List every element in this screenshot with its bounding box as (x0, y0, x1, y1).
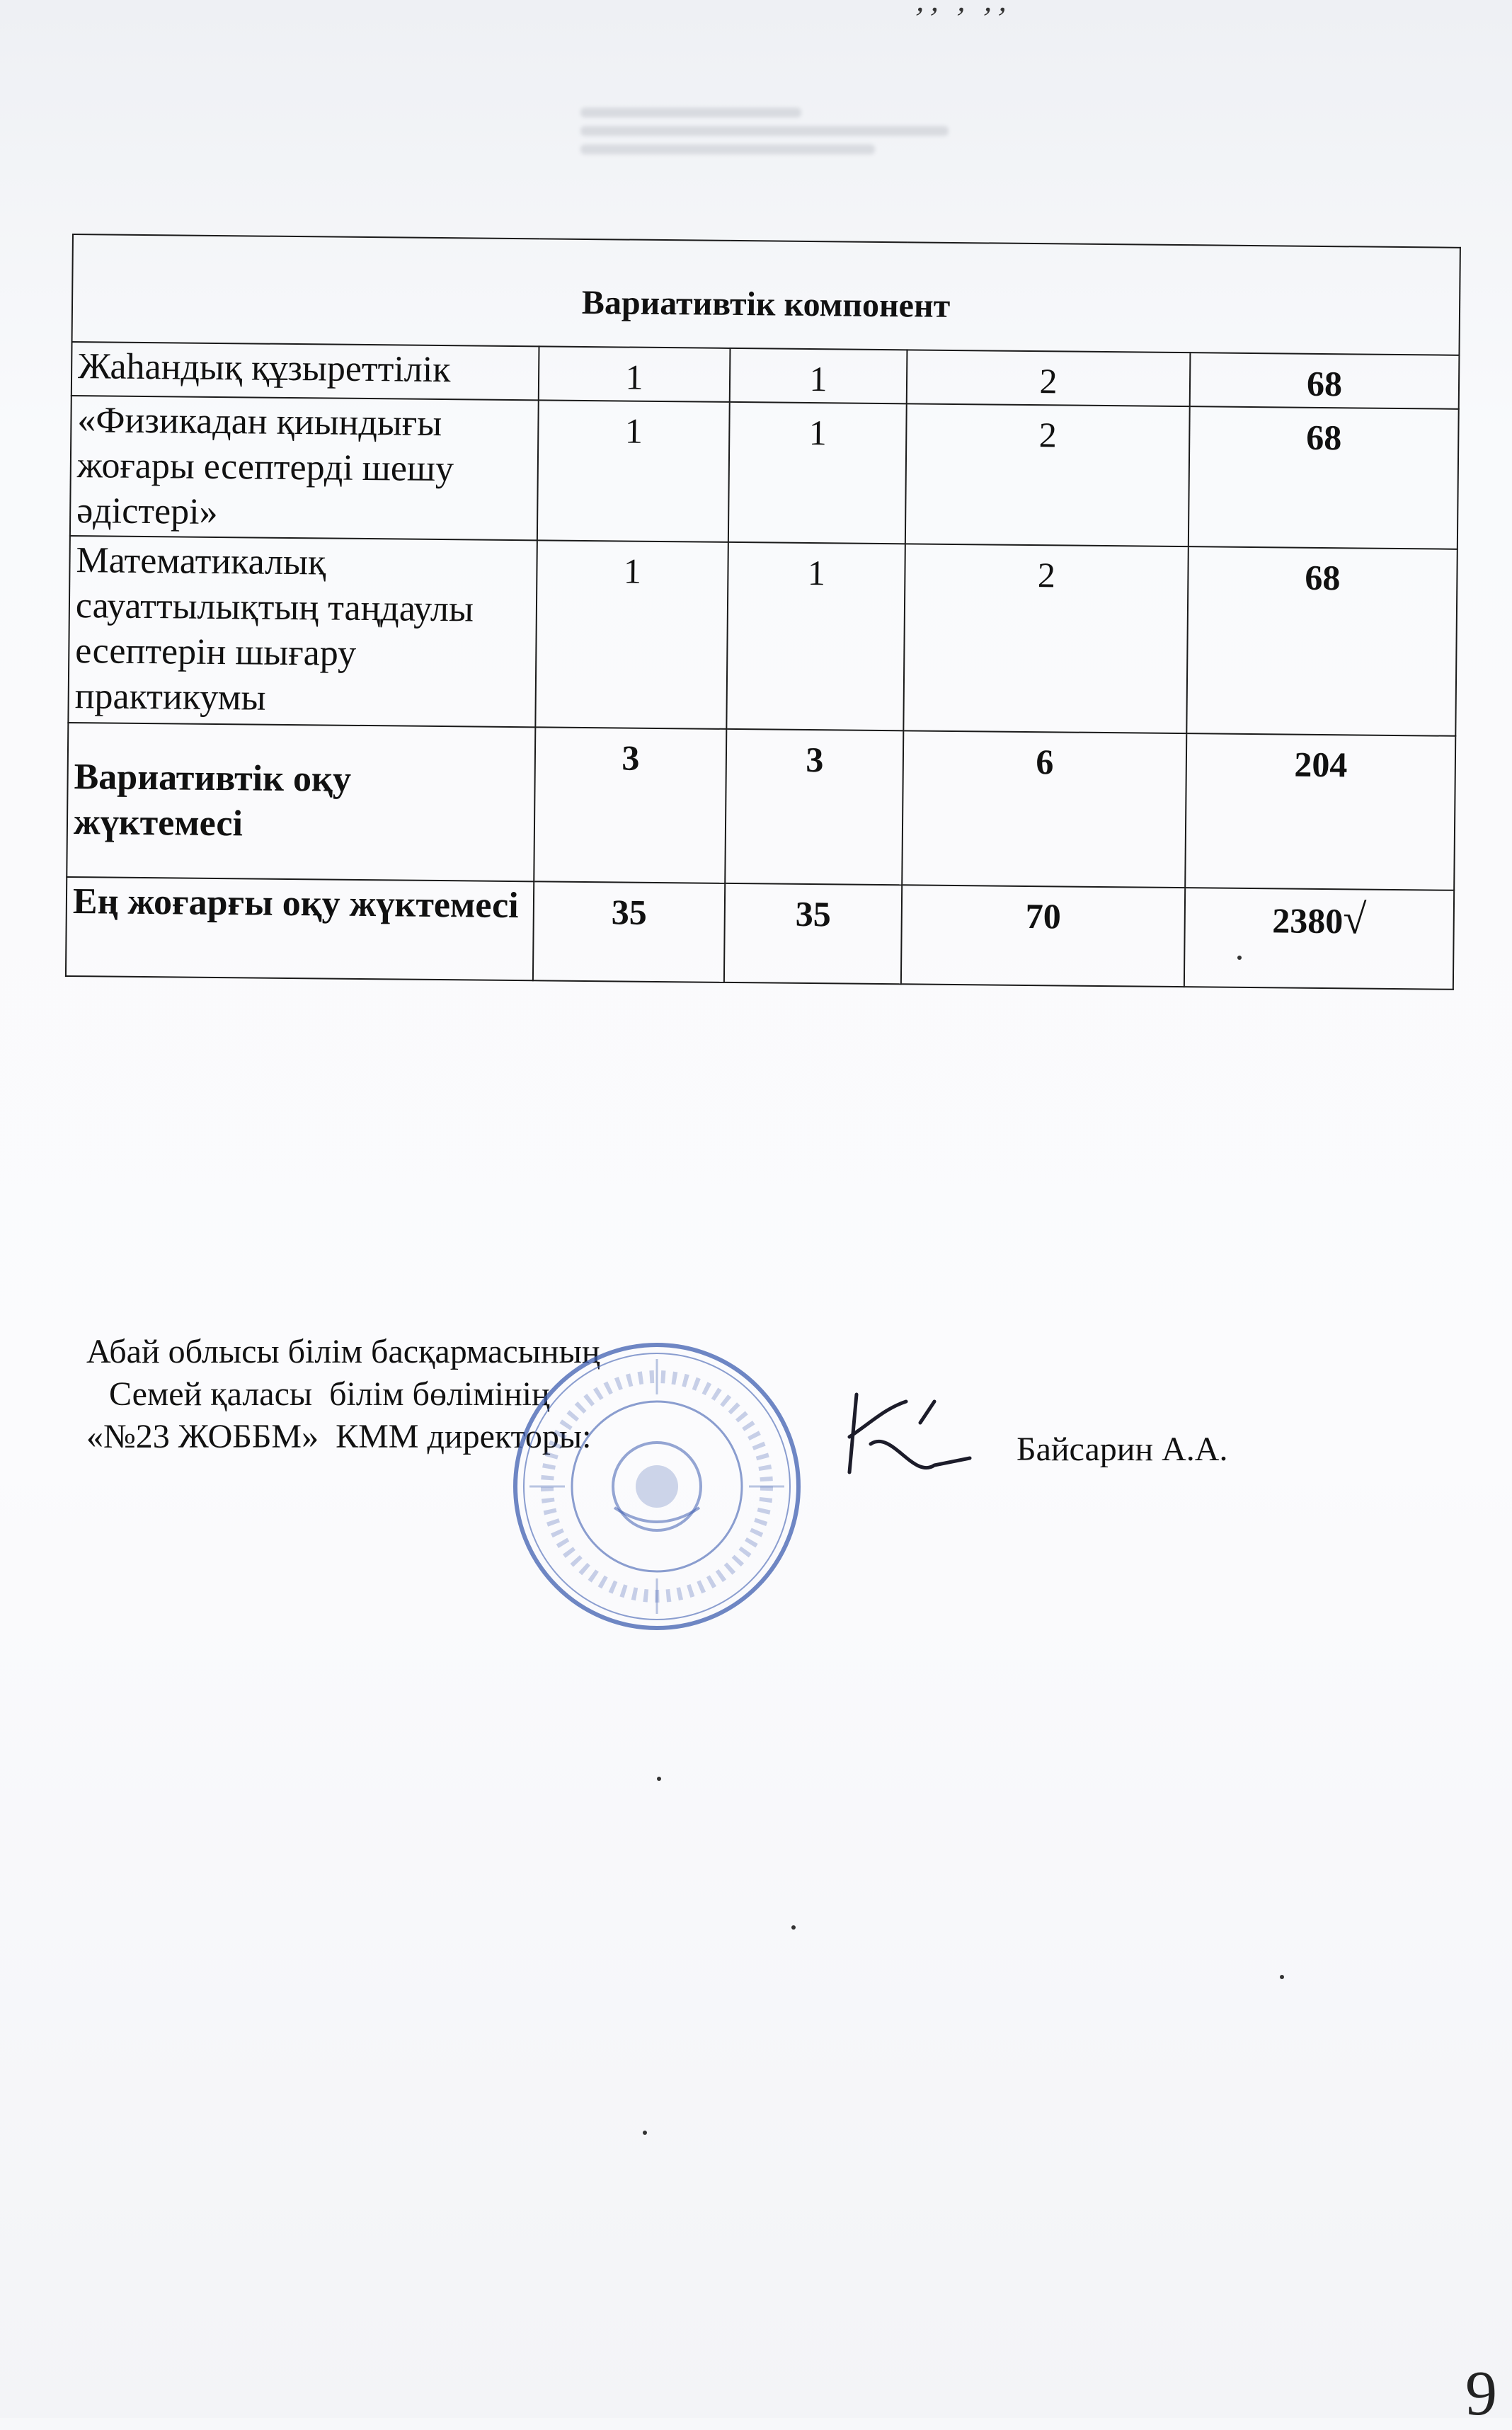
section-title: Вариативтік компонент (72, 234, 1460, 355)
official-seal-icon (508, 1338, 806, 1635)
subject-cell: Вариативтік оқу жүктемесі (67, 723, 535, 881)
total-cell: 204 (1185, 733, 1455, 890)
subject-cell: Математикалық сауаттылықтың таңдаулы есептерін шығару практикумы (68, 536, 537, 727)
hours-cell: 3 (534, 727, 726, 883)
organization-line-1: Абай облысы білім басқармасының (86, 1333, 600, 1370)
hours-cell: 1 (726, 542, 905, 730)
total-cell (1184, 888, 1454, 990)
page-number: 9 (1465, 2359, 1497, 2429)
hours-cell: 35 (533, 881, 725, 982)
variative-component-table (65, 234, 1461, 990)
hours-cell: 3 (725, 729, 903, 885)
hours-cell: 2 (907, 350, 1191, 406)
hours-cell: 1 (539, 346, 731, 402)
subject-cell: Ең жоғарғы оқу жүктемесі (66, 877, 534, 980)
top-handwritten-marks: ʼʼ ʼ ʼʼ (910, 1, 1014, 35)
total-cell: 68 (1189, 406, 1459, 549)
hours-cell: 2 (903, 544, 1189, 733)
table-row (70, 396, 1459, 549)
handwritten-signature (828, 1380, 977, 1494)
table-row (67, 723, 1455, 890)
table-row (68, 536, 1457, 736)
total-cell: 68 (1190, 353, 1460, 409)
check-mark-icon: √ (1343, 895, 1367, 943)
subject-cell: Жаһандық құзыреттілік (71, 342, 539, 400)
organization-line-2: Семей қаласы білім бөлімінің (109, 1375, 550, 1413)
director-title: «№23 ЖОББМ» КММ директоры: (86, 1418, 592, 1455)
hours-cell: 1 (535, 540, 728, 729)
hours-cell: 70 (901, 885, 1185, 987)
hours-cell: 35 (724, 883, 902, 984)
director-name: Байсарин А.А. (1016, 1431, 1228, 1468)
table-row (66, 877, 1454, 990)
hours-cell: 1 (730, 348, 907, 403)
subject-cell: «Физикадан қиындығы жоғары есептерді шешу әдістері» (70, 396, 539, 540)
hours-cell: 2 (905, 403, 1190, 546)
total-value: 2380 (1272, 900, 1344, 941)
hours-cell: 1 (537, 400, 730, 542)
section-header-row (72, 234, 1460, 355)
hours-cell: 1 (728, 402, 907, 544)
hours-cell: 6 (902, 730, 1186, 888)
total-cell: 68 (1186, 546, 1457, 736)
bleed-through-text (580, 99, 949, 163)
